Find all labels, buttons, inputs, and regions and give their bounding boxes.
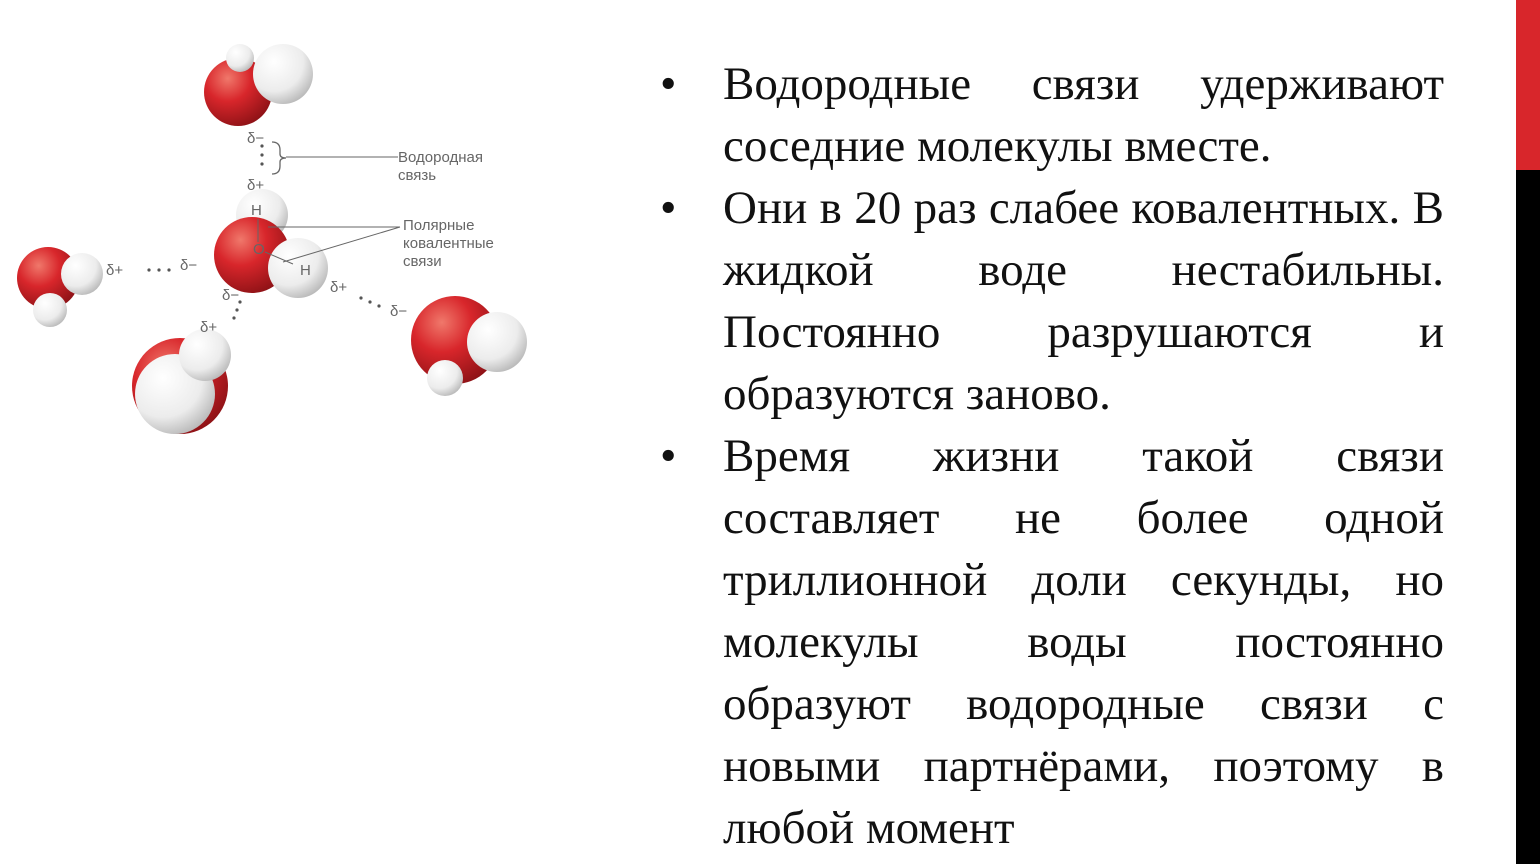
bullet-symbol: • — [660, 430, 677, 482]
water-molecule-right — [411, 296, 527, 396]
brace — [272, 142, 286, 174]
label-hbond-1: Водородная — [398, 149, 483, 166]
water-molecule-left — [17, 247, 103, 327]
right-edge-bar — [1516, 0, 1540, 864]
bullet-text: Они в 20 раз слабее ковалентных. В жидкой воде нестабильны. Постоянно разрушаются и образуются заново. — [723, 182, 1444, 420]
hydrogen-atom — [61, 253, 103, 295]
charge-delta-minus: δ− — [390, 303, 408, 320]
label-polar-2: ковалентные — [403, 235, 494, 252]
water-molecule-top — [204, 44, 313, 126]
bullet-item — [660, 177, 1444, 425]
bullet-text: Время жизни такой связи составляет не более одной триллионной доли секунды, но молекулы воды постоянно образуют водородные связи с новыми партнёрами, поэтому в любой момент — [723, 430, 1444, 854]
charge-delta-plus: δ+ — [247, 177, 265, 194]
label-polar-3: связи — [403, 253, 442, 270]
bullet-symbol: • — [660, 58, 677, 110]
water-hydrogen-bond-diagram — [0, 30, 560, 450]
hydrogen-atom — [268, 238, 328, 298]
atom-symbol-o: O — [253, 241, 265, 258]
hydrogen-atom — [33, 293, 67, 327]
atom-symbol-h: H — [300, 262, 311, 279]
hydrogen-atom — [467, 312, 527, 372]
bullet-item — [660, 425, 1444, 859]
charge-delta-plus: δ+ — [106, 262, 124, 279]
hydrogen-atom — [253, 44, 313, 104]
label-hbond-2: связь — [398, 167, 437, 184]
hydrogen-atom — [226, 44, 254, 72]
hydrogen-atom — [427, 360, 463, 396]
molecules-svg — [0, 30, 560, 450]
bullet-symbol: • — [660, 182, 677, 234]
hydrogen-atom — [179, 329, 231, 381]
charge-delta-plus: δ+ — [330, 279, 348, 296]
label-polar-1: Полярные — [403, 217, 475, 234]
bullet-item — [660, 53, 1444, 177]
charge-delta-minus: δ− — [222, 287, 240, 304]
water-molecule-center — [214, 189, 328, 298]
bullet-text: Водородные связи удерживают соседние молекулы вместе. — [723, 58, 1444, 172]
bullet-list — [660, 53, 1444, 859]
red-accent-strip — [1516, 0, 1540, 170]
charge-delta-minus: δ− — [247, 130, 265, 147]
charge-delta-minus: δ− — [180, 257, 198, 274]
charge-delta-plus: δ+ — [200, 319, 218, 336]
atom-symbol-h: H — [251, 202, 262, 219]
water-molecule-bottom — [132, 329, 231, 434]
